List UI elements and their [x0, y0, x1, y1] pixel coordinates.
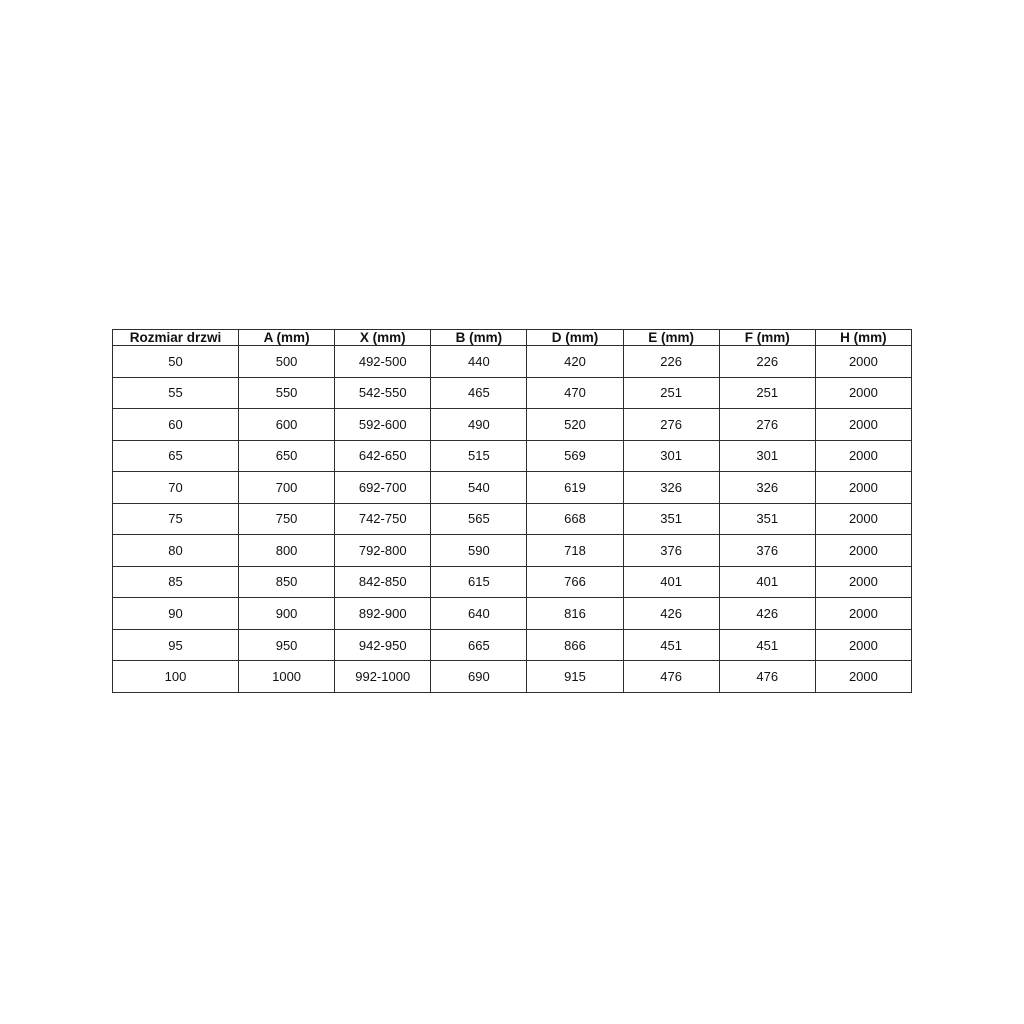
table-cell: 1000 [239, 661, 335, 693]
table-cell: 565 [431, 503, 527, 535]
table-cell: 2000 [815, 346, 911, 378]
table-cell: 892-900 [335, 598, 431, 630]
table-cell: 451 [719, 629, 815, 661]
table-cell: 476 [719, 661, 815, 693]
table-cell: 2000 [815, 409, 911, 441]
column-header-rozmiar-drzwi: Rozmiar drzwi [113, 330, 239, 346]
table-cell: 100 [113, 661, 239, 693]
column-header-x: X (mm) [335, 330, 431, 346]
table-cell: 992-1000 [335, 661, 431, 693]
table-cell: 50 [113, 346, 239, 378]
table-cell: 376 [719, 535, 815, 567]
table-row [113, 661, 912, 693]
table-cell: 592-600 [335, 409, 431, 441]
table-row [113, 346, 912, 378]
table-cell: 542-550 [335, 377, 431, 409]
table-row [113, 440, 912, 472]
table-cell: 640 [431, 598, 527, 630]
table-row [113, 566, 912, 598]
table-cell: 55 [113, 377, 239, 409]
table-cell: 276 [719, 409, 815, 441]
table-cell: 816 [527, 598, 623, 630]
table-cell: 2000 [815, 377, 911, 409]
table-cell: 326 [623, 472, 719, 504]
table-cell: 569 [527, 440, 623, 472]
table-row [113, 629, 912, 661]
table-cell: 301 [719, 440, 815, 472]
table-cell: 642-650 [335, 440, 431, 472]
table-cell: 351 [623, 503, 719, 535]
table-cell: 251 [623, 377, 719, 409]
table-row [113, 472, 912, 504]
table-cell: 850 [239, 566, 335, 598]
table-row [113, 535, 912, 567]
table-body [113, 346, 912, 693]
table-cell: 842-850 [335, 566, 431, 598]
table-cell: 668 [527, 503, 623, 535]
table-cell: 60 [113, 409, 239, 441]
table-cell: 550 [239, 377, 335, 409]
column-header-d: D (mm) [527, 330, 623, 346]
table-cell: 476 [623, 661, 719, 693]
table-cell: 766 [527, 566, 623, 598]
table-cell: 351 [719, 503, 815, 535]
table-cell: 690 [431, 661, 527, 693]
table-cell: 2000 [815, 503, 911, 535]
table-cell: 2000 [815, 661, 911, 693]
table-cell: 915 [527, 661, 623, 693]
table-cell: 470 [527, 377, 623, 409]
table-cell: 619 [527, 472, 623, 504]
table-row [113, 598, 912, 630]
table-cell: 376 [623, 535, 719, 567]
column-header-b: B (mm) [431, 330, 527, 346]
table-cell: 950 [239, 629, 335, 661]
table-cell: 540 [431, 472, 527, 504]
table-cell: 465 [431, 377, 527, 409]
table-cell: 650 [239, 440, 335, 472]
dimensions-table [112, 329, 912, 693]
table-cell: 80 [113, 535, 239, 567]
table-cell: 792-800 [335, 535, 431, 567]
table-cell: 866 [527, 629, 623, 661]
table-cell: 251 [719, 377, 815, 409]
table-cell: 65 [113, 440, 239, 472]
table-cell: 420 [527, 346, 623, 378]
table-cell: 2000 [815, 598, 911, 630]
table-cell: 500 [239, 346, 335, 378]
table-cell: 750 [239, 503, 335, 535]
table-cell: 742-750 [335, 503, 431, 535]
table-row [113, 409, 912, 441]
table-cell: 326 [719, 472, 815, 504]
table-cell: 492-500 [335, 346, 431, 378]
table-cell: 85 [113, 566, 239, 598]
table-cell: 226 [623, 346, 719, 378]
table-cell: 75 [113, 503, 239, 535]
table-cell: 401 [623, 566, 719, 598]
table-cell: 226 [719, 346, 815, 378]
table-cell: 490 [431, 409, 527, 441]
table-cell: 276 [623, 409, 719, 441]
table-cell: 800 [239, 535, 335, 567]
table-row [113, 503, 912, 535]
table-cell: 2000 [815, 535, 911, 567]
table-cell: 600 [239, 409, 335, 441]
table-cell: 95 [113, 629, 239, 661]
table-cell: 718 [527, 535, 623, 567]
column-header-f: F (mm) [719, 330, 815, 346]
table-cell: 90 [113, 598, 239, 630]
table-cell: 2000 [815, 440, 911, 472]
column-header-h: H (mm) [815, 330, 911, 346]
table-cell: 700 [239, 472, 335, 504]
table-cell: 451 [623, 629, 719, 661]
table-cell: 2000 [815, 472, 911, 504]
table-cell: 426 [719, 598, 815, 630]
table-cell: 301 [623, 440, 719, 472]
table-cell: 426 [623, 598, 719, 630]
table-cell: 515 [431, 440, 527, 472]
table-cell: 401 [719, 566, 815, 598]
table-cell: 2000 [815, 629, 911, 661]
table-cell: 2000 [815, 566, 911, 598]
table-row [113, 377, 912, 409]
table-cell: 615 [431, 566, 527, 598]
column-header-a: A (mm) [239, 330, 335, 346]
table-cell: 440 [431, 346, 527, 378]
table-cell: 942-950 [335, 629, 431, 661]
table-cell: 665 [431, 629, 527, 661]
table-cell: 692-700 [335, 472, 431, 504]
column-header-e: E (mm) [623, 330, 719, 346]
table-cell: 590 [431, 535, 527, 567]
table-cell: 900 [239, 598, 335, 630]
table-header-row [113, 330, 912, 346]
table-cell: 70 [113, 472, 239, 504]
table-cell: 520 [527, 409, 623, 441]
table-header [113, 330, 912, 346]
